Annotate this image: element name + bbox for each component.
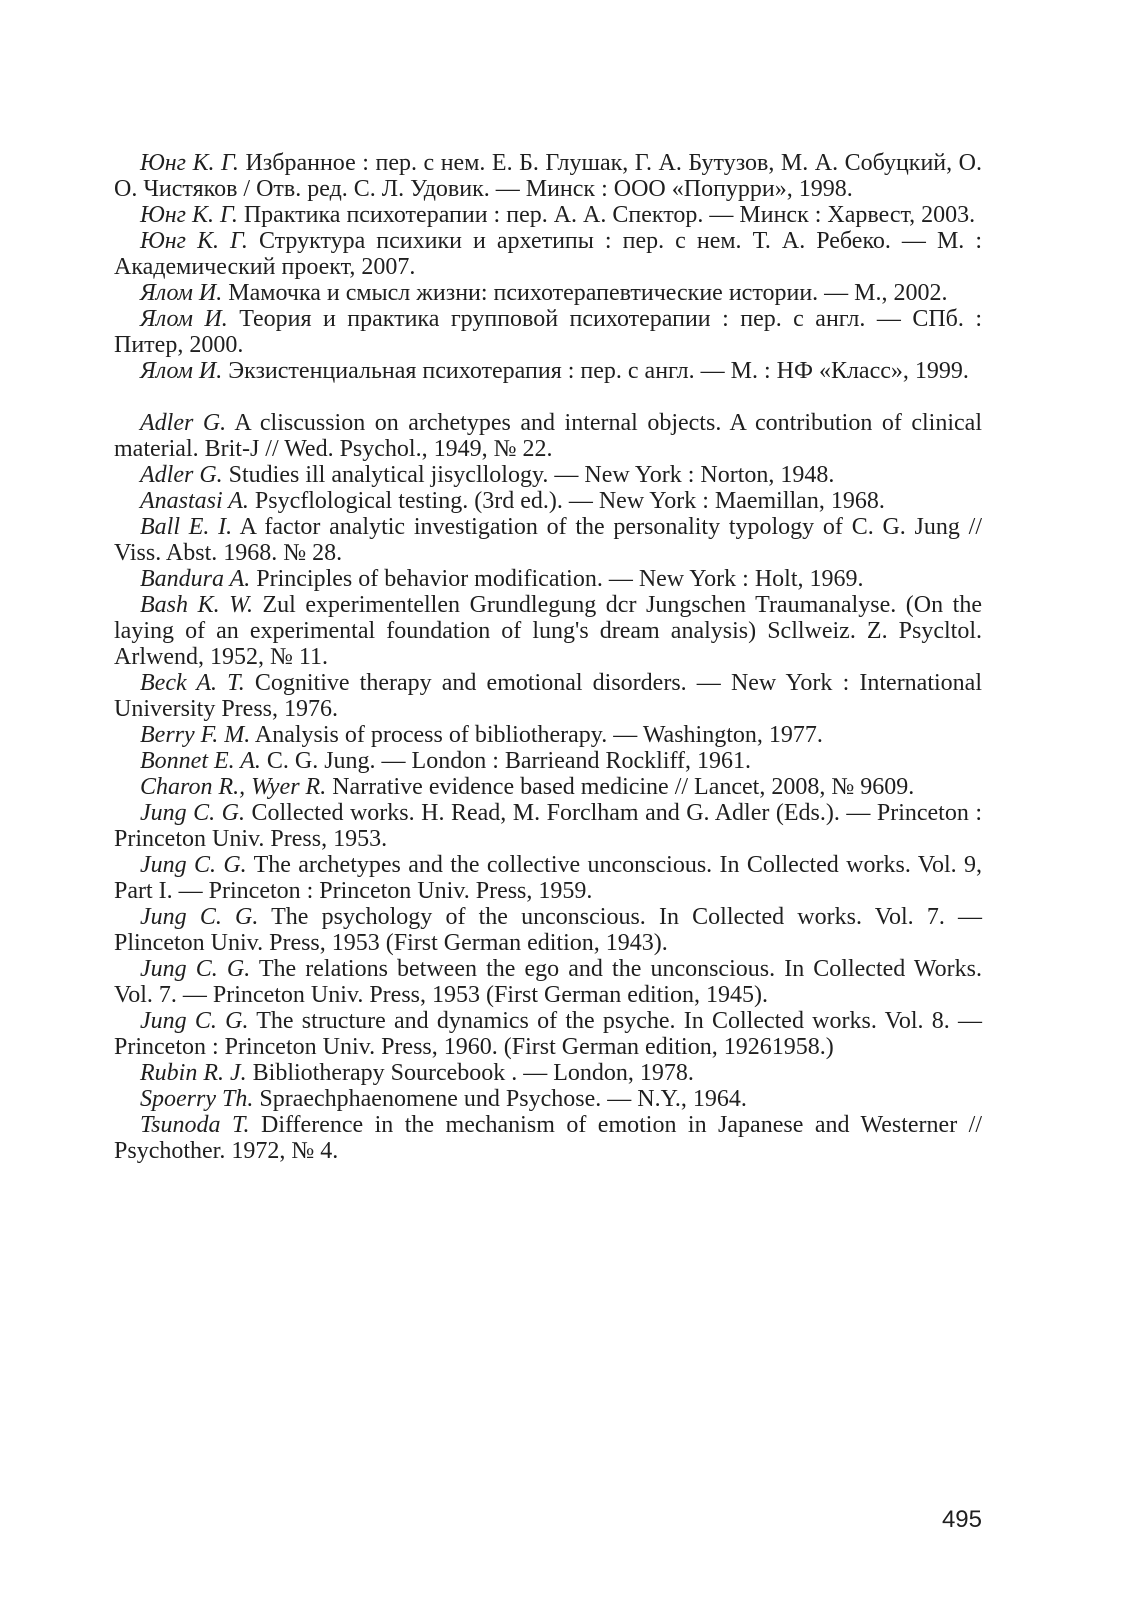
- reference-author: Anastasi A.: [140, 488, 249, 514]
- reference-entry: [114, 150, 982, 202]
- reference-text: Studies ill analytical jisycllology. — New York : Norton, 1948.: [222, 462, 835, 488]
- reference-text: Narrative evidence based medicine // Lancet, 2008, № 9609.: [326, 774, 915, 800]
- reference-text: Cognitive therapy and emotional disorders. — New York : International University Press, 1976.: [114, 670, 982, 722]
- reference-entry: [114, 956, 982, 1008]
- reference-author: Jung C. G.: [140, 1008, 249, 1034]
- reference-text: Избранное : пер. с нем. Е. Б. Глушак, Г. А. Бутузов, М. А. Собуцкий, О. О. Чистяков / Отв. ред. С. Л. Удовик. — Минск : ООО «Попурри», 1998.: [114, 150, 983, 202]
- reference-entry: [114, 592, 982, 670]
- reference-author: Ball E. I.: [140, 514, 233, 540]
- reference-author: Bandura A.: [140, 566, 251, 592]
- reference-author: Jung C. G.: [140, 852, 247, 878]
- reference-text: Структура психики и архетипы : пер. с нем. Т. А. Ребеко. — М. : Академический проект, 2007.: [114, 228, 983, 280]
- reference-text: The relations between the ego and the unconscious. In Collected Works. Vol. 7. — Princeton Univ. Press, 1953 (First German edition, 1945).: [114, 956, 982, 1008]
- reference-author: Bash K. W.: [140, 592, 253, 618]
- reference-entry: [114, 1086, 982, 1112]
- reference-author: Bonnet E. A.: [140, 748, 261, 774]
- reference-entry: [114, 1112, 982, 1164]
- reference-text: A factor analytic investigation of the personality typology of C. G. Jung // Viss. Abst. 1968. № 28.: [114, 514, 982, 566]
- reference-author: Ялом И.: [140, 280, 223, 306]
- reference-entry: [114, 904, 982, 956]
- reference-text: Collected works. H. Read, M. Forclham and G. Adler (Eds.). — Princeton : Princeton Univ. Press, 1953.: [114, 800, 982, 852]
- reference-entry: [114, 748, 982, 774]
- reference-text: Difference in the mechanism of emotion in Japanese and Westerner // Psychother. 1972, № 4.: [114, 1112, 982, 1164]
- reference-text: Теория и практика групповой психотерапии : пер. с англ. — СПб. : Питер, 2000.: [114, 306, 982, 358]
- reference-author: Jung C. G.: [140, 956, 251, 982]
- reference-author: Charon R., Wyer R.: [140, 774, 327, 800]
- reference-entry: [114, 800, 982, 852]
- reference-text: C. G. Jung. — London : Barrieand Rockliff, 1961.: [260, 748, 752, 774]
- reference-text: A cliscussion on archetypes and internal objects. A contribution of clinical material. Brit-J // Wed. Psychol., 1949, № 22.: [114, 410, 982, 462]
- reference-entry: [114, 722, 982, 748]
- reference-entry: [114, 1060, 982, 1086]
- reference-author: Юнг К. Г.: [140, 228, 248, 254]
- reference-author: Ялом И.: [140, 306, 228, 332]
- reference-entry: [114, 280, 982, 306]
- reference-author: Jung C. G.: [140, 904, 259, 930]
- reference-entry: [114, 358, 982, 384]
- reference-text: Spraechphaenomene und Psychose. — N.Y., 1964.: [253, 1086, 747, 1112]
- reference-author: Adler G.: [140, 410, 227, 436]
- reference-entry: [114, 1008, 982, 1060]
- reference-entry: [114, 410, 982, 462]
- reference-author: Beck A. T.: [140, 670, 245, 696]
- reference-entry: [114, 774, 982, 800]
- reference-text: Psycflological testing. (3rd ed.). — New York : Maemillan, 1968.: [248, 488, 885, 514]
- reference-text: Analysis of process of bibliotherapy. — Washington, 1977.: [250, 722, 823, 748]
- reference-author: Jung C. G.: [140, 800, 245, 826]
- page-number: 495: [941, 1506, 982, 1533]
- reference-entry: [114, 228, 982, 280]
- reference-entry: [114, 514, 982, 566]
- reference-text: The psychology of the unconscious. In Collected works. Vol. 7. — Plinceton Univ. Press, 1953 (First German edition, 1943).: [114, 904, 982, 956]
- reference-text: Bibliotherapy Sourcebook . — London, 1978.: [246, 1060, 694, 1086]
- reference-list: [114, 150, 982, 1164]
- reference-entry: [114, 670, 982, 722]
- reference-text: The structure and dynamics of the psyche. In Collected works. Vol. 8. — Princeton : Princeton Univ. Press, 1960. (First German edition, 19261958.): [114, 1008, 983, 1060]
- reference-entry: [114, 306, 982, 358]
- reference-author: Ялом И.: [140, 358, 223, 384]
- reference-text: Экзистенциальная психотерапия : пер. с англ. — М. : НФ «Класс», 1999.: [222, 358, 969, 384]
- reference-author: Berry F. M.: [140, 722, 251, 748]
- reference-author: Tsunoda T.: [140, 1112, 250, 1138]
- reference-author: Adler G.: [140, 462, 223, 488]
- reference-entry: [114, 488, 982, 514]
- reference-text: Практика психотерапии : пер. А. А. Спектор. — Минск : Харвест, 2003.: [237, 202, 976, 228]
- reference-author: Rubin R. J.: [140, 1060, 247, 1086]
- reference-text: Мамочка и смысл жизни: психотерапевтические истории. — М., 2002.: [222, 280, 948, 306]
- reference-author: Spoerry Th.: [140, 1086, 254, 1112]
- reference-author: Юнг К. Г.: [140, 150, 239, 176]
- reference-text: The archetypes and the collective unconscious. In Collected works. Vol. 9, Part I. — Princeton : Princeton Univ. Press, 1959.: [114, 852, 982, 904]
- reference-entry: [114, 202, 982, 228]
- reference-author: Юнг К. Г.: [140, 202, 238, 228]
- section-gap: [114, 384, 982, 410]
- reference-entry: [114, 566, 982, 592]
- reference-text: Zul experimentellen Grundlegung dcr Jungschen Traumanalyse. (On the laying of an experimental foundation of lung's dream analysis) Scllweiz. Z. Psycltol. Arlwend, 1952, № 11.: [114, 592, 982, 670]
- reference-entry: [114, 852, 982, 904]
- reference-entry: [114, 462, 982, 488]
- reference-text: Principles of behavior modification. — New York : Holt, 1969.: [250, 566, 864, 592]
